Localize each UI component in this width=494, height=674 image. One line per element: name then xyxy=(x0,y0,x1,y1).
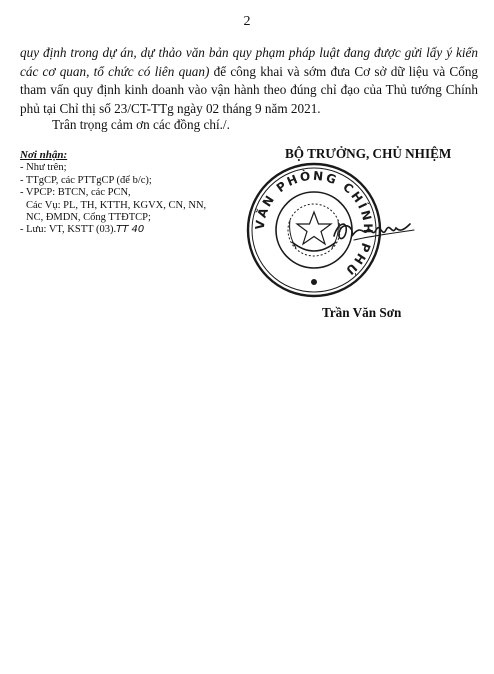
closing-thanks: Trân trọng cảm ơn các đồng chí./. xyxy=(52,117,230,132)
archive-handwritten-note: TT 40 xyxy=(116,224,145,236)
recipient-line: Các Vụ: PL, TH, KTTH, KGVX, CN, NN, xyxy=(26,199,207,211)
handwritten-signature-icon xyxy=(330,210,420,250)
signer-name: Trần Văn Sơn xyxy=(322,305,402,320)
recipients-block xyxy=(20,149,260,237)
body-paragraph xyxy=(20,44,478,118)
body-normal-text: để công khai và sớm đưa Cơ sở dữ liệu và Cổng tham vấn quy định kinh doanh vào vận hành theo đúng chỉ đạo của Thủ tướng Chính phủ tại Chỉ thị số 23/CT-TTg ngày 02 tháng 9 năm 2021. xyxy=(20,63,479,116)
signer-title: BỘ TRƯỞNG, CHỦ NHIỆM xyxy=(285,146,452,161)
recipient-archive-line xyxy=(20,224,260,236)
recipients-heading: Nơi nhận: xyxy=(20,149,68,161)
recipient-line: - VPCP: BTCN, các PCN, xyxy=(20,187,131,199)
recipient-line: NC, ĐMDN, Cổng TTĐTCP; xyxy=(26,212,151,224)
recipient-line: - Như trên; xyxy=(20,162,67,174)
recipient-line: - TTgCP, các PTTgCP (để b/c); xyxy=(20,174,152,186)
archive-text: - Lưu: VT, KSTT (03). xyxy=(20,224,117,236)
seal-text: VĂN PHÒNG CHÍNH PHỦ xyxy=(252,168,376,279)
body-italic-text: quy định trong dự án, dự thảo văn bản quy phạm pháp luật đang được gửi lấy ý kiến các cơ quan, tổ chức có liên quan) xyxy=(20,45,478,79)
page-number: 2 xyxy=(243,14,251,29)
